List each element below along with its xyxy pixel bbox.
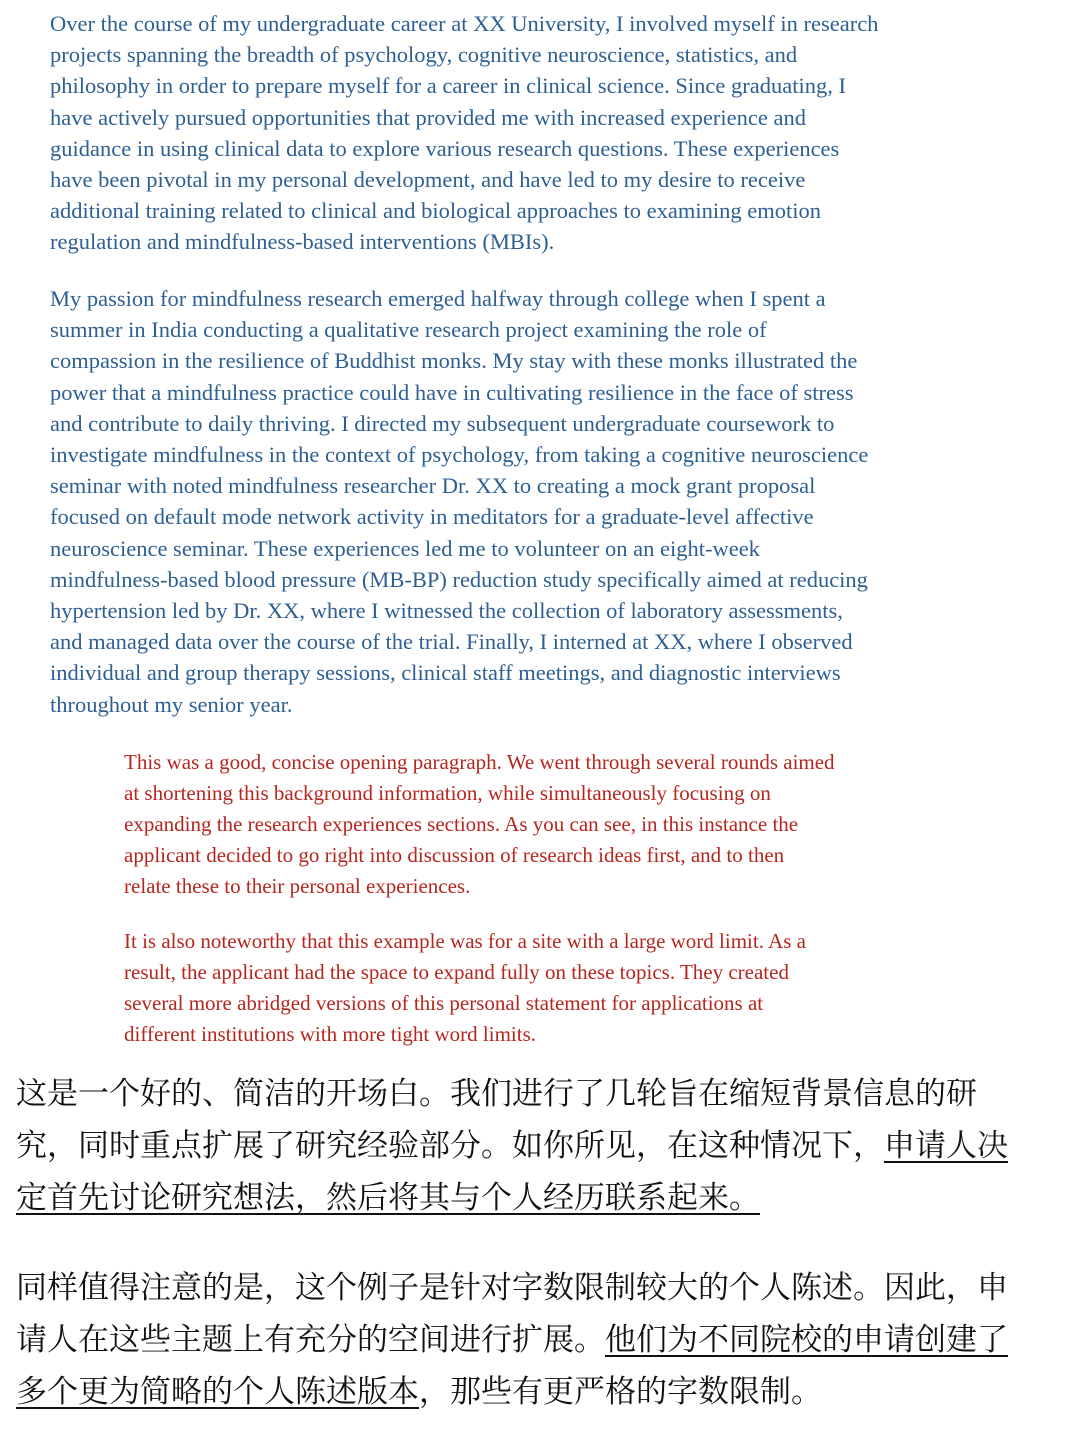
translation-line [16,1314,1008,1366]
essay-p2-line: investigate mindfulness in the context of psychology, from taking a cognitive neuroscience [50,442,869,468]
essay-p1-line: additional training related to clinical and biological approaches to examining emotion [50,198,822,224]
translation-paragraph-1 [16,1068,1008,1224]
essay-p1-line: have actively pursued opportunities that provided me with increased experience and [50,104,806,130]
translation-text: 同样值得注意的是，这个例子是针对字数限制较大的个人陈述。因此，申 [16,1270,1008,1306]
commentary-n2-line: result, the applicant had the space to expand fully on these topics. They created [124,960,789,984]
essay-paragraph-2 [50,283,868,720]
essay-p1-line: Over the course of my undergraduate career at XX University, I involved myself in research [50,11,879,36]
essay-p2-line: and managed data over the course of the trial. Finally, I interned at XX, where I observed [50,629,853,655]
essay-p1-line: philosophy in order to prepare myself for a career in clinical science. Since graduating, I [50,73,846,99]
commentary-note-1 [124,747,835,902]
essay-p2-line: and contribute to daily thriving. I directed my subsequent undergraduate coursework to [50,410,835,436]
translation-line [16,1172,1008,1224]
translation-paragraph-2 [16,1262,1008,1418]
commentary-n1-line: applicant decided to go right into discussion of research ideas first, and to then [124,843,785,867]
translation-underlined-text: 申请人决 [884,1128,1008,1164]
translation-line [16,1120,1008,1172]
essay-p2-line: focused on default mode network activity in meditators for a graduate-level affective [50,504,814,530]
translation-text: 请人在这些主题上有充分的空间进行扩展。 [16,1322,605,1358]
essay-p2-line: hypertension led by Dr. XX, where I witnessed the collection of laboratory assessments, [50,598,843,624]
essay-p2-line: individual and group therapy sessions, clinical staff meetings, and diagnostic interviews [50,660,841,686]
translation-text: 这是一个好的、简洁的开场白。我们进行了几轮旨在缩短背景信息的研 [16,1076,977,1112]
commentary-n2-line: several more abridged versions of this personal statement for applications at [124,991,764,1015]
translation-text: ，那些有更严格的字数限制。 [419,1374,822,1410]
translation-text: 究，同时重点扩展了研究经验部分。如你所见，在这种情况下， [16,1128,884,1164]
essay-p2-line: throughout my senior year. [50,691,293,717]
commentary-n2-line: It is also noteworthy that this example was for a site with a large word limit. As a [124,929,806,953]
commentary-n1-line: expanding the research experiences sections. As you can see, in this instance the [124,812,799,836]
essay-paragraph-1 [50,8,878,258]
essay-p1-line: have been pivotal in my personal development, and have led to my desire to receive [50,167,806,193]
commentary-n2-line: different institutions with more tight word limits. [124,1022,537,1046]
translation-line [16,1262,1008,1314]
translation-underlined-text: 定首先讨论研究想法，然后将其与个人经历联系起来。 [16,1180,760,1216]
commentary-n1-line: This was a good, concise opening paragraph. We went through several rounds aimed [124,750,835,774]
essay-p1-line: projects spanning the breadth of psychology, cognitive neuroscience, statistics, and [50,42,798,68]
essay-p2-line: power that a mindfulness practice could have in cultivating resilience in the face of stress [50,379,854,405]
essay-p2-line: mindfulness-based blood pressure (MB-BP) reduction study specifically aimed at reducing [50,566,868,592]
translation-line [16,1366,1008,1418]
essay-p1-line: guidance in using clinical data to explore various research questions. These experiences [50,135,840,161]
essay-p2-line: compassion in the resilience of Buddhist monks. My stay with these monks illustrated the [50,348,858,374]
essay-p2-line: neuroscience seminar. These experiences led me to volunteer on an eight-week [50,535,760,561]
translation-underlined-text: 他们为不同院校的申请创建了 [605,1322,1008,1358]
translation-underlined-text: 多个更为简略的个人陈述版本 [16,1374,419,1410]
translation-line [16,1068,1008,1120]
essay-p2-line: My passion for mindfulness research emerged halfway through college when I spent a [50,286,826,311]
essay-p2-line: summer in India conducting a qualitative research project examining the role of [50,317,767,343]
essay-p1-line: regulation and mindfulness-based interventions (MBIs). [50,229,555,255]
commentary-note-2 [124,926,806,1050]
commentary-n1-line: at shortening this background information, while simultaneously focusing on [124,781,771,805]
commentary-n1-line: relate these to their personal experiences. [124,874,471,898]
essay-p2-line: seminar with noted mindfulness researcher Dr. XX to creating a mock grant proposal [50,473,816,499]
